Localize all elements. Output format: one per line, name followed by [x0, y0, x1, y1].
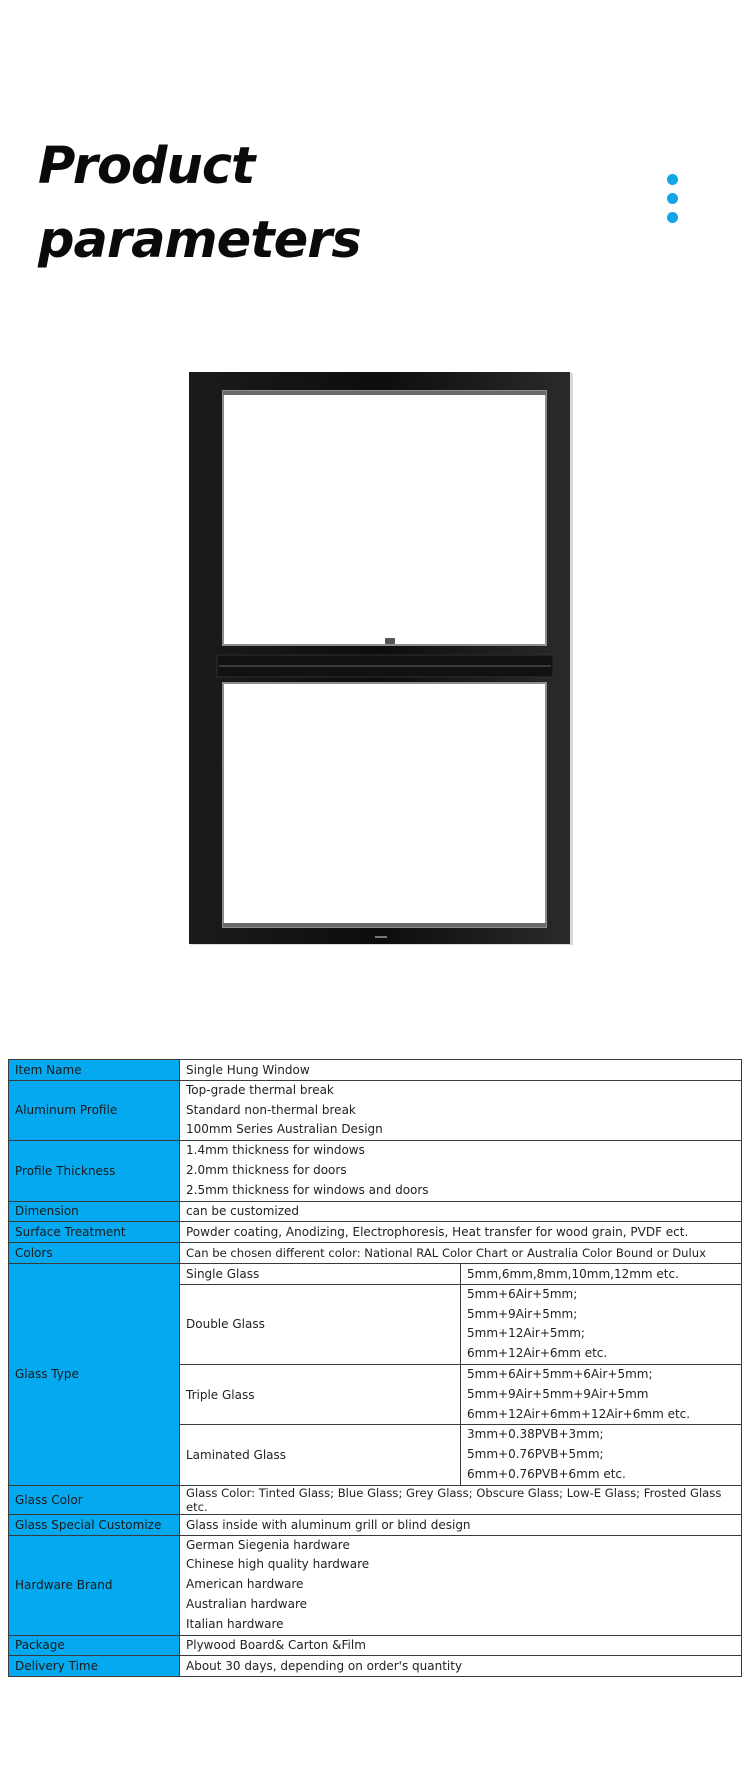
value-line: 6mm+12Air+6mm+12Air+6mm etc.	[467, 1406, 691, 1421]
product-parameters-table	[8, 1059, 742, 1677]
value-line: 5mm+6Air+5mm+6Air+5mm;	[467, 1366, 653, 1381]
table-row	[9, 1243, 742, 1264]
row-label: Package	[9, 1635, 180, 1656]
row-value: Glass inside with aluminum grill or blind design	[180, 1514, 742, 1535]
value-line: 5mm+12Air+5mm;	[467, 1326, 585, 1341]
dot	[667, 193, 678, 204]
table-row	[9, 1635, 742, 1656]
value-line: 2.5mm thickness for windows and doors	[186, 1182, 429, 1197]
row-label: Aluminum Profile	[9, 1080, 180, 1140]
row-label: Glass Special Customize	[9, 1514, 180, 1535]
table-row	[9, 1263, 742, 1284]
glass-subtype: Double Glass	[180, 1284, 461, 1364]
row-label: Glass Color	[9, 1485, 180, 1514]
value-line: Standard non-thermal break	[186, 1102, 356, 1117]
row-label: Dimension	[9, 1201, 180, 1222]
dot	[667, 212, 678, 223]
table-row	[9, 1485, 742, 1514]
value-line: 6mm+12Air+6mm etc.	[467, 1346, 608, 1361]
value-line: American hardware	[186, 1577, 304, 1592]
value-line: 1.4mm thickness for windows	[186, 1143, 365, 1158]
value-line: 5mm+6Air+5mm;	[467, 1286, 578, 1301]
row-value: Powder coating, Anodizing, Electrophoresis, Heat transfer for wood grain, PVDF ect.	[180, 1222, 742, 1243]
value-line: Italian hardware	[186, 1616, 284, 1631]
single-hung-window-icon	[185, 370, 575, 948]
row-label: Item Name	[9, 1060, 180, 1081]
value-line: Australian hardware	[186, 1596, 308, 1611]
page-title-line-2: parameters	[38, 211, 361, 270]
row-value	[461, 1364, 742, 1424]
row-label: Surface Treatment	[9, 1222, 180, 1243]
row-label: Glass Type	[9, 1263, 180, 1485]
row-label: Profile Thickness	[9, 1141, 180, 1201]
value-line: 5mm+9Air+5mm+9Air+5mm	[467, 1386, 649, 1401]
value-line: 6mm+0.76PVB+6mm etc.	[467, 1466, 626, 1481]
row-value	[180, 1080, 742, 1140]
glass-subtype: Single Glass	[180, 1263, 461, 1284]
row-value	[461, 1284, 742, 1364]
glass-subtype: Laminated Glass	[180, 1425, 461, 1485]
row-label: Hardware Brand	[9, 1535, 180, 1635]
table-row	[9, 1141, 742, 1201]
more-dots-icon	[667, 174, 681, 231]
row-value: Can be chosen different color: National RAL Color Chart or Australia Color Bound or Dulux	[180, 1243, 742, 1264]
row-value: Glass Color: Tinted Glass; Blue Glass; Grey Glass; Obscure Glass; Low-E Glass; Frosted Glass etc.	[180, 1485, 742, 1514]
row-value	[180, 1141, 742, 1201]
table-row	[9, 1535, 742, 1635]
dot	[667, 174, 678, 185]
row-value	[180, 1535, 742, 1635]
row-value: Plywood Board& Carton &Film	[180, 1635, 742, 1656]
row-value: 5mm,6mm,8mm,10mm,12mm etc.	[461, 1263, 742, 1284]
row-value: About 30 days, depending on order's quantity	[180, 1656, 742, 1677]
value-line: 2.0mm thickness for doors	[186, 1162, 347, 1177]
value-line: 3mm+0.38PVB+3mm;	[467, 1427, 604, 1442]
table-row	[9, 1201, 742, 1222]
row-value: Single Hung Window	[180, 1060, 742, 1081]
value-line: 5mm+9Air+5mm;	[467, 1306, 578, 1321]
glass-subtype: Triple Glass	[180, 1364, 461, 1424]
product-image	[185, 370, 575, 948]
table-row	[9, 1222, 742, 1243]
value-line: German Siegenia hardware	[186, 1537, 350, 1552]
table-row	[9, 1514, 742, 1535]
row-value: can be customized	[180, 1201, 742, 1222]
row-label: Delivery Time	[9, 1656, 180, 1677]
page-title-line-1: Product	[38, 137, 255, 196]
page-title	[38, 130, 361, 278]
value-line: 5mm+0.76PVB+5mm;	[467, 1447, 604, 1462]
table-row	[9, 1080, 742, 1140]
value-line: 100mm Series Australian Design	[186, 1122, 383, 1137]
table-row	[9, 1656, 742, 1677]
row-value	[461, 1425, 742, 1485]
value-line: Top-grade thermal break	[186, 1082, 334, 1097]
value-line: Chinese high quality hardware	[186, 1557, 370, 1572]
table-row	[9, 1060, 742, 1081]
row-label: Colors	[9, 1243, 180, 1264]
